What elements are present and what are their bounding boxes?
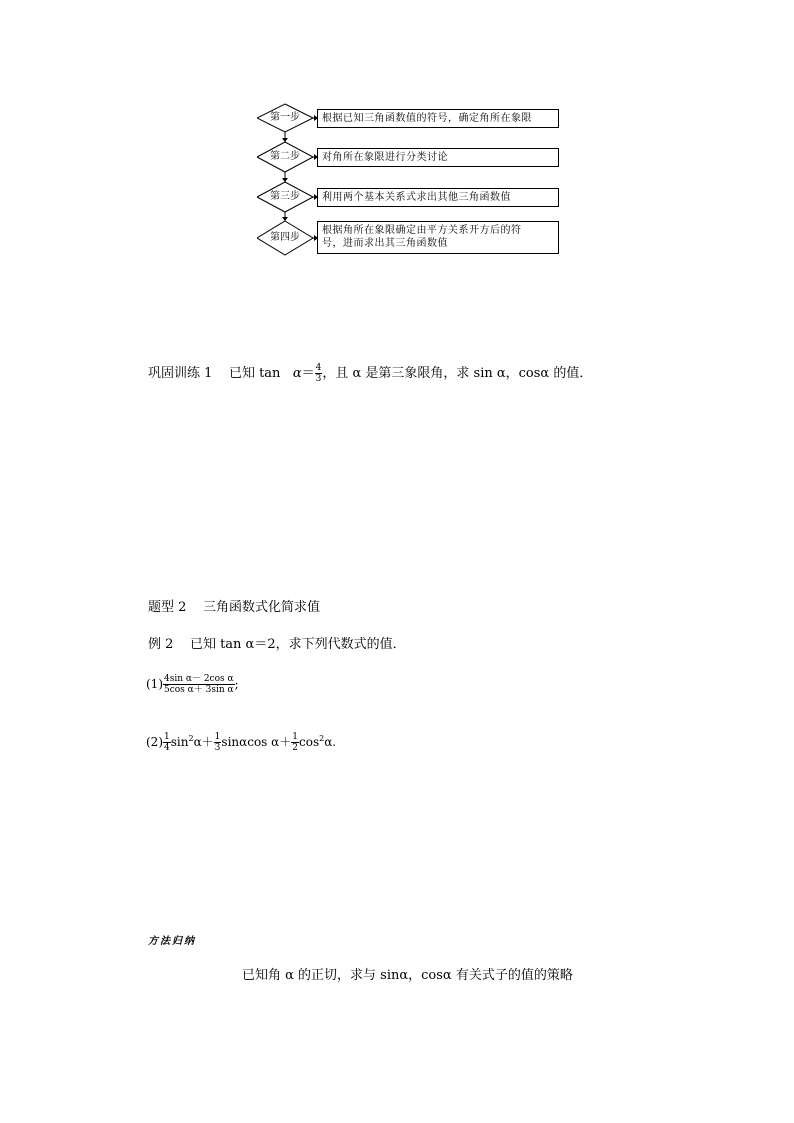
part-2-prefix: (2) [146, 735, 163, 749]
method-heading: 方法归纳 [148, 936, 196, 947]
t1: sin [170, 735, 189, 749]
part-1-prefix: (1) [146, 677, 163, 691]
f3-den: 2 [292, 743, 298, 753]
t1-sup: 2 [188, 734, 194, 743]
t3: cos [299, 735, 320, 749]
t3b: α. [324, 735, 337, 749]
part-1-fraction [163, 674, 235, 695]
part-2 [146, 732, 336, 753]
flowchart [257, 100, 563, 260]
fraction-numerator: 4 [315, 363, 322, 373]
part-1-numerator: 4sin α－ 2cos α [164, 674, 234, 684]
step-4-text-line2: 号，进而求出其三角函数值 [322, 238, 448, 249]
exercise-1-lead: 已知 tan [228, 366, 281, 381]
exercise-1 [148, 362, 592, 384]
part-1-denominator: 5cos α＋ 3sin α [164, 685, 234, 695]
f1-num: 1 [164, 732, 170, 742]
step-4-label: 第四步 [270, 232, 300, 243]
step-3-label: 第三步 [270, 191, 300, 202]
step-2-label: 第二步 [270, 151, 300, 162]
step-4-box [317, 221, 559, 254]
t2: sinαcos α＋ [221, 735, 292, 749]
part-2-fraction-3 [291, 732, 299, 753]
t3-sup: 2 [319, 734, 325, 743]
step-1-box [317, 109, 559, 128]
type-2-title: 三角函数式化简求值 [202, 600, 320, 615]
part-2-fraction-1 [163, 732, 171, 753]
exercise-1-label: 巩固训练 1 [148, 366, 213, 381]
step-1-label: 第一步 [270, 112, 300, 123]
f2-num: 1 [214, 732, 221, 742]
exercise-1-alpha: α [292, 366, 302, 381]
part-1 [146, 674, 239, 695]
exercise-1-rest: ，且 α 是第三象限角，求 sin α，cosα 的值． [322, 366, 593, 381]
f2-den: 3 [214, 743, 221, 753]
step-1-text: 根据已知三角函数值的符号，确定角所在象限 [322, 113, 532, 124]
f1-den: 4 [164, 743, 170, 753]
step-3-text: 利用两个基本关系式求出其他三角函数值 [322, 192, 511, 203]
type-2-label: 题型 2 [148, 600, 187, 615]
step-3-box [317, 188, 559, 207]
example-2-text: 已知 tan α＝2，求下列代数式的值． [189, 637, 406, 652]
part-1-suffix: ; [234, 677, 239, 691]
step-4-text-line1: 根据角所在象限确定由平方关系开方后的符 [322, 225, 522, 236]
exercise-1-eq: ＝ [301, 366, 315, 381]
step-2-text: 对角所在象限进行分类讨论 [322, 152, 448, 163]
type-2-heading [148, 596, 320, 615]
example-2-label: 例 2 [148, 637, 174, 652]
example-2 [148, 633, 406, 652]
step-2-box [317, 148, 559, 167]
fraction-denominator: 3 [315, 374, 322, 384]
method-strategy: 已知角 α 的正切，求与 sinα，cosα 有关式子的值的策略 [242, 968, 573, 983]
f3-num: 1 [292, 732, 298, 742]
t1b: α＋ [193, 735, 214, 749]
